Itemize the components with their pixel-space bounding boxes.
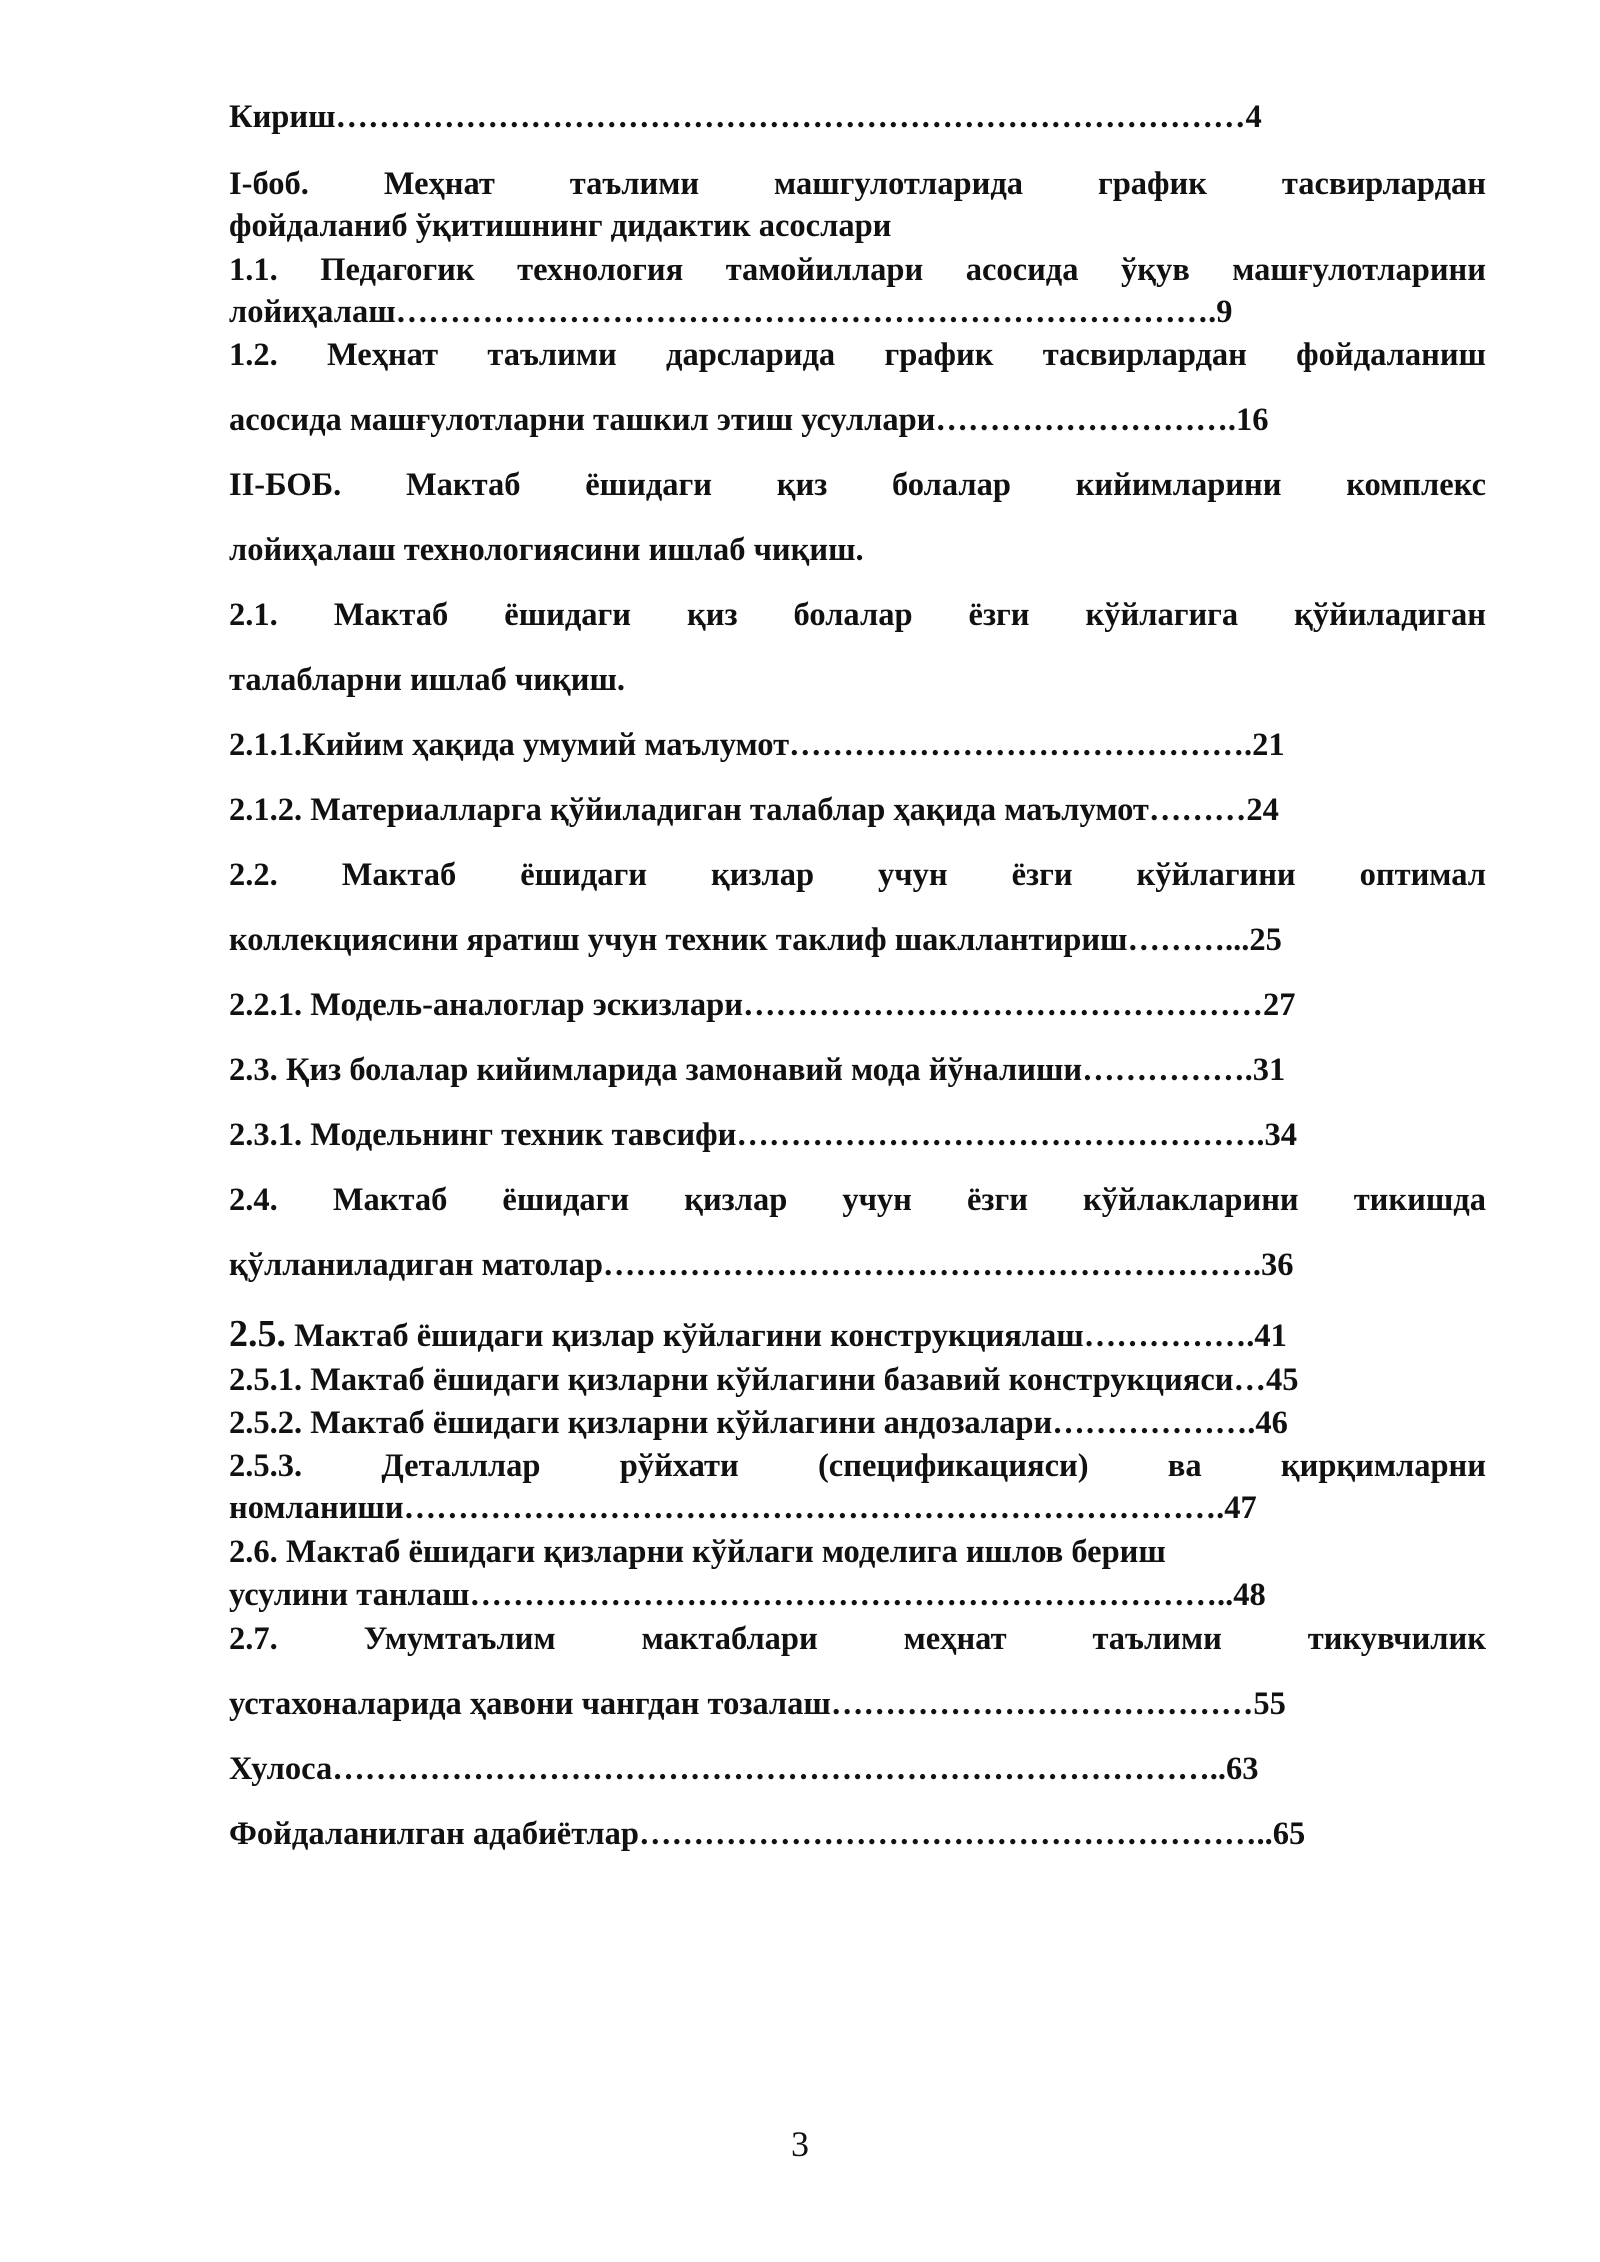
toc-entry-1-2-line-2: асосида машғулотларни ташкил этиш усуллари……………………….16 (229, 402, 1269, 438)
toc-entry-2-5 (229, 1314, 1486, 1356)
toc-entry-chapter-2-title-line-1: II-БОБ. Мактаб ёшидаги қиз болалар кийимларини комплекс (229, 467, 1486, 503)
toc-entry-1-2-line-1: 1.2. Меҳнат таълими дарсларида график тасвирлардан фойдаланиш (229, 337, 1486, 373)
toc-entry-2-2-1: 2.2.1. Модель-аналоглар эскизлари…………………………………………27 (229, 987, 1296, 1023)
toc-entry-2-5-3-line-1: 2.5.3. Деталллар рўйхати (спецификацияси) ва қирқимларни (229, 1448, 1486, 1484)
toc-entry-2-5-2: 2.5.2. Мактаб ёшидаги қизларни кўйлагини андозалари……………….46 (229, 1405, 1288, 1441)
toc-entry-2-5-number: 2.5. (229, 1314, 286, 1355)
toc-entry-2-2-line-2: коллекциясини яратиш учун техник таклиф шакллантириш………...25 (229, 922, 1282, 958)
toc-entry-introduction: Кириш…………………………………………………………………………4 (229, 99, 1262, 135)
toc-entry-2-4-line-1: 2.4. Мактаб ёшидаги қизлар учун ёзги кўйлакларини тикишда (229, 1182, 1486, 1218)
toc-entry-2-7-line-1: 2.7. Умумтаълим мактаблари меҳнат таълими тикувчилик (229, 1621, 1486, 1657)
toc-entry-2-3: 2.3. Қиз болалар кийимларида замонавий мода йўналиши…………….31 (229, 1052, 1286, 1088)
toc-entry-2-6-line-2: усулини танлаш……………………………………………………………..48 (229, 1577, 1266, 1613)
toc-entry-2-6-line-1: 2.6. Мактаб ёшидаги қизларни кўйлаги моделига ишлов бериш (229, 1534, 1166, 1570)
toc-entry-2-5-1: 2.5.1. Мактаб ёшидаги қизларни кўйлагини базавий конструкцияси…45 (229, 1362, 1299, 1398)
toc-entry-1-1-line-1: 1.1. Педагогик технология тамойиллари асосида ўқув машғулотларини (229, 252, 1486, 288)
toc-entry-chapter-1-title-line-1: I-боб. Меҳнат таълими машгулотларида график тасвирлардан (229, 166, 1486, 202)
toc-entry-conclusion: Хулоса………………………………………………………………………..63 (229, 1751, 1259, 1787)
page-number: 3 (791, 2124, 809, 2164)
toc-entry-2-3-1: 2.3.1. Модельнинг техник тавсифи………………………………………….34 (229, 1117, 1297, 1153)
toc-entry-2-1-2: 2.1.2. Материалларга қўйиладиган талаблар ҳақида маълумот………24 (229, 792, 1279, 828)
toc-entry-chapter-2-title-line-2: лойиҳалаш технологиясини ишлаб чиқиш. (229, 532, 864, 568)
toc-entry-2-1-line-2: талабларни ишлаб чиқиш. (229, 662, 626, 698)
toc-entry-2-5-text: Мактаб ёшидаги қизлар кўйлагини конструкциялаш…………….41 (286, 1318, 1287, 1354)
toc-entry-2-4-line-2: қўлланиладиган матолар…………………………………………………….36 (229, 1247, 1294, 1283)
toc-entry-2-5-3-line-2: номланиши………………………………………………………………….47 (229, 1490, 1257, 1526)
toc-entry-2-2-line-1: 2.2. Мактаб ёшидаги қизлар учун ёзги кўйлагини оптимал (229, 857, 1486, 893)
toc-entry-chapter-1-title-line-2: фойдаланиб ўқитишнинг дидактик асослари (229, 208, 892, 244)
toc-entry-2-1-1: 2.1.1.Кийим ҳақида умумий маълумот…………………………………….21 (229, 727, 1285, 763)
toc-entry-2-7-line-2: устахоналарида ҳавони чангдан тозалаш…………………………………55 (229, 1686, 1286, 1722)
toc-entry-2-1-line-1: 2.1. Мактаб ёшидаги қиз болалар ёзги кўйлагига қўйиладиган (229, 597, 1486, 633)
toc-entry-1-1-line-2: лойиҳалаш………………………………………………………………….9 (229, 294, 1233, 330)
toc-entry-references: Фойдаланилган адабиётлар…………………………………………………..65 (229, 1816, 1306, 1852)
